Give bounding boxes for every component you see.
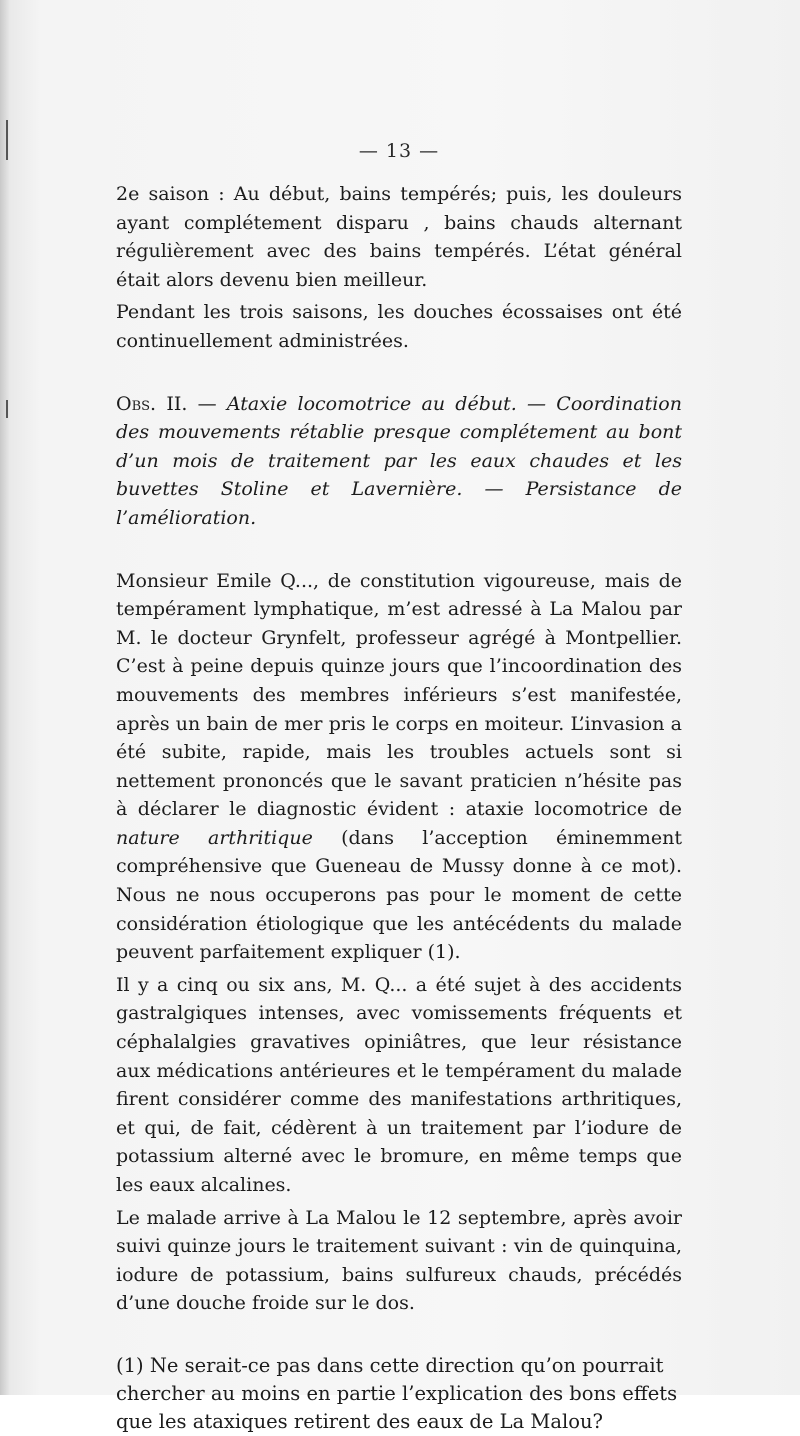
case-intro-text-end: (dans l’acception éminemment compréhensive que Gueneau de Mussy donne à ce mot). Nous ne nous occuperons pas pour le moment de cette considération étiologique que les antécédents du malade peuvent parfaitement expliquer (1). — [116, 826, 682, 964]
case-intro-text: Monsieur Emile Q..., de constitution vigoureuse, mais de tempérament lymphatique, m’est adressé à La Malou par M. le docteur Grynfelt, professeur agrégé à Montpellier. C’est à peine depuis quinze jours que l’incoordination des mouvements des membres inférieurs s’est manifestée, après un bain de mer pris le corps en moiteur. L’invasion a été subite, rapide, mais les troubles actuels sont si nettement prononcés que le savant praticien n’hésite pas à déclarer le diagnostic évident : ataxie locomotrice de — [116, 569, 682, 821]
scan-edge-mark — [6, 120, 8, 160]
page-number: — 13 — — [358, 140, 440, 162]
footnote: (1) Ne serait-ce pas dans cette direction qu’on pourrait chercher au moins en partie l’explication des bons effets que les ataxiques retirent des eaux de La Malou? — [116, 1353, 678, 1433]
paragraph-history: Il y a cinq ou six ans, M. Q... a été sujet à des accidents gastralgiques intenses, avec vomissements fréquents et céphalalgies gravatives opiniâtres, que leur résistance aux médications antérieures et le tempérament du malade firent considérer comme des manifestations arthritiques, et qui, de fait, cédèrent à un traitement par l’iodure de potassium alterné avec le bromure, en même temps que les eaux alcalines. — [116, 973, 682, 1196]
observation-title: Ataxie locomotrice au début. — Coordination des mouvements rétablie presque complétement au bont d’un mois de traitement par les eaux chaudes et les buvettes Stoline et Lavernière. — Persistance de l’amélioration. — [116, 392, 682, 529]
paragraph-arrival: Le malade arrive à La Malou le 12 septembre, après avoir suivi quinze jours le traitement suivant : vin de quinquina, iodure de potassium, bains sulfureux chauds, précédés d’une douche froide sur le dos. — [116, 1206, 682, 1315]
paragraph-douches: Pendant les trois saisons, les douches écossaises ont été continuellement administrées. — [116, 301, 682, 352]
observation-dash: — — [187, 392, 227, 415]
page-content — [116, 140, 682, 1436]
paragraph-saison: 2e saison : Au début, bains tempérés; puis, les douleurs ayant complétement disparu , bains chauds alternant régulièrement avec des bains tempérés. L’état général était alors devenu bien meilleur. — [116, 183, 682, 291]
case-intro-italic: nature arthritique — [116, 826, 313, 849]
observation-heading — [116, 390, 682, 533]
paragraph-case-intro — [116, 567, 682, 967]
scan-edge-mark — [6, 400, 8, 418]
observation-label: Obs. II. — [116, 392, 188, 415]
